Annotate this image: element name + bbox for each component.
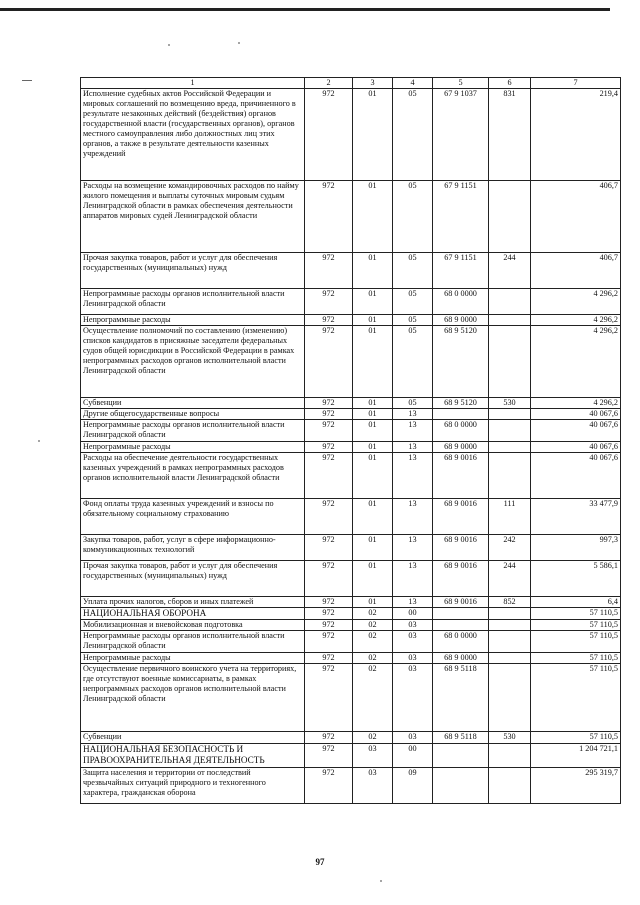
cell-section: 01: [353, 315, 393, 326]
scan-speck: [238, 42, 240, 44]
cell-subsection: 13: [393, 409, 433, 420]
cell-expense-type: 852: [489, 597, 531, 608]
cell-amount: 6,4: [531, 597, 621, 608]
cell-item-name: Закупка товаров, работ, услуг в сфере информационно-коммуникационных технологий: [81, 535, 305, 561]
cell-amount: 40 067,6: [531, 453, 621, 499]
cell-ministry-code: 972: [305, 631, 353, 653]
table-row: [81, 561, 621, 597]
cell-subsection: 05: [393, 89, 433, 181]
column-header-5: 5: [433, 78, 489, 89]
cell-expense-type: [489, 289, 531, 315]
cell-amount: 4 296,2: [531, 315, 621, 326]
cell-expense-type: 244: [489, 561, 531, 597]
cell-amount: 219,4: [531, 89, 621, 181]
cell-expense-type: 111: [489, 499, 531, 535]
table-row: [81, 499, 621, 535]
cell-expense-type: [489, 420, 531, 442]
cell-item-name: Фонд оплаты труда казенных учреждений и взносы по обязательному социальному страхованию: [81, 499, 305, 535]
table-row: [81, 253, 621, 289]
cell-ministry-code: 972: [305, 409, 353, 420]
table-row: [81, 453, 621, 499]
table-row: [81, 181, 621, 253]
cell-section: 01: [353, 420, 393, 442]
cell-amount: 57 110,5: [531, 732, 621, 744]
cell-item-name: Непрограммные расходы органов исполнительной власти Ленинградской области: [81, 289, 305, 315]
table-row: [81, 631, 621, 653]
table-row: [81, 744, 621, 768]
cell-section: 03: [353, 744, 393, 768]
cell-expense-type: 530: [489, 732, 531, 744]
cell-section: 01: [353, 326, 393, 398]
cell-target-article: 68 9 0000: [433, 315, 489, 326]
cell-target-article: 68 0 0000: [433, 631, 489, 653]
cell-expense-type: [489, 326, 531, 398]
cell-amount: 57 110,5: [531, 608, 621, 620]
cell-target-article: 67 9 1151: [433, 253, 489, 289]
cell-target-article: 67 9 1037: [433, 89, 489, 181]
cell-ministry-code: 972: [305, 768, 353, 804]
table-row: [81, 442, 621, 453]
cell-subsection: 00: [393, 608, 433, 620]
cell-section: 01: [353, 499, 393, 535]
cell-section: 01: [353, 409, 393, 420]
cell-ministry-code: 972: [305, 442, 353, 453]
cell-section: 02: [353, 653, 393, 664]
cell-item-name: Непрограммные расходы органов исполнительной власти Ленинградской области: [81, 420, 305, 442]
cell-ministry-code: 972: [305, 653, 353, 664]
cell-target-article: 68 0 0000: [433, 420, 489, 442]
cell-ministry-code: 972: [305, 561, 353, 597]
cell-target-article: 68 9 0016: [433, 561, 489, 597]
cell-subsection: 13: [393, 597, 433, 608]
cell-subsection: 05: [393, 398, 433, 409]
cell-amount: 57 110,5: [531, 620, 621, 631]
cell-subsection: 05: [393, 326, 433, 398]
cell-target-article: [433, 409, 489, 420]
cell-item-name: Исполнение судебных актов Российской Федерации и мировых соглашений по возмещению вреда, причиненного в результате незаконных действий (бездействия) органов государственной власти (государственных органов), органов местного самоуправления либо должностных лиц этих органов, а также в результате деятельности казенных учреждений: [81, 89, 305, 181]
column-header-6: 6: [489, 78, 531, 89]
cell-subsection: 13: [393, 453, 433, 499]
cell-expense-type: [489, 744, 531, 768]
cell-amount: 40 067,6: [531, 420, 621, 442]
cell-ministry-code: 972: [305, 608, 353, 620]
cell-ministry-code: 972: [305, 420, 353, 442]
cell-ministry-code: 972: [305, 597, 353, 608]
cell-ministry-code: 972: [305, 453, 353, 499]
cell-item-name: Расходы на возмещение командировочных расходов по найму жилого помещения и выплаты суточных мировым судьям Ленинградской области в рамках обеспечения деятельности аппаратов мировых судей Ленинградской области: [81, 181, 305, 253]
cell-subsection: 09: [393, 768, 433, 804]
cell-ministry-code: 972: [305, 289, 353, 315]
cell-section: 02: [353, 631, 393, 653]
cell-subsection: 05: [393, 253, 433, 289]
cell-expense-type: [489, 768, 531, 804]
cell-expense-type: [489, 453, 531, 499]
cell-section: 01: [353, 535, 393, 561]
table-row: [81, 326, 621, 398]
cell-target-article: 68 9 0016: [433, 499, 489, 535]
cell-subsection: 03: [393, 653, 433, 664]
cell-amount: 5 586,1: [531, 561, 621, 597]
scan-speck: [380, 880, 382, 882]
cell-expense-type: 244: [489, 253, 531, 289]
cell-subsection: 03: [393, 620, 433, 631]
cell-section: 01: [353, 289, 393, 315]
table-row: [81, 620, 621, 631]
cell-amount: 295 319,7: [531, 768, 621, 804]
cell-expense-type: 831: [489, 89, 531, 181]
cell-target-article: 68 0 0000: [433, 289, 489, 315]
cell-subsection: 13: [393, 535, 433, 561]
cell-target-article: 68 9 0016: [433, 535, 489, 561]
cell-item-name: НАЦИОНАЛЬНАЯ БЕЗОПАСНОСТЬ И ПРАВООХРАНИТЕЛЬНАЯ ДЕЯТЕЛЬНОСТЬ: [81, 744, 305, 768]
cell-amount: 4 296,2: [531, 289, 621, 315]
cell-section: 02: [353, 664, 393, 732]
cell-amount: 4 296,2: [531, 326, 621, 398]
page-number: 97: [315, 857, 325, 867]
cell-subsection: 03: [393, 732, 433, 744]
cell-ministry-code: 972: [305, 326, 353, 398]
cell-expense-type: [489, 181, 531, 253]
cell-section: 01: [353, 89, 393, 181]
cell-subsection: 13: [393, 561, 433, 597]
cell-expense-type: [489, 409, 531, 420]
cell-subsection: 05: [393, 315, 433, 326]
cell-section: 01: [353, 181, 393, 253]
cell-item-name: Осуществление полномочий по составлению (изменению) списков кандидатов в присяжные заседатели федеральных судов общей юрисдикции в Российской Федерации в рамках непрограммных расходов органов исполнительной власти Ленинградской области: [81, 326, 305, 398]
table-row: [81, 535, 621, 561]
cell-section: 02: [353, 620, 393, 631]
cell-amount: 57 110,5: [531, 664, 621, 732]
cell-expense-type: [489, 608, 531, 620]
cell-target-article: [433, 768, 489, 804]
cell-amount: 406,7: [531, 181, 621, 253]
cell-item-name: Расходы на обеспечение деятельности государственных казенных учреждений в рамках непрограммных расходов органов исполнительной власти Ленинградской области: [81, 453, 305, 499]
cell-item-name: Осуществление первичного воинского учета на территориях, где отсутствуют военные комиссариаты, в рамках непрограммных расходов органов исполнительной власти Ленинградской области: [81, 664, 305, 732]
cell-ministry-code: 972: [305, 535, 353, 561]
cell-subsection: 00: [393, 744, 433, 768]
cell-item-name: Прочая закупка товаров, работ и услуг для обеспечения государственных (муниципальных) нужд: [81, 561, 305, 597]
cell-section: 02: [353, 732, 393, 744]
cell-target-article: 68 9 5120: [433, 326, 489, 398]
cell-ministry-code: 972: [305, 732, 353, 744]
table-row: [81, 398, 621, 409]
column-header-1: 1: [81, 78, 305, 89]
top-scan-rule: [0, 8, 610, 11]
cell-section: 01: [353, 398, 393, 409]
cell-ministry-code: 972: [305, 499, 353, 535]
cell-amount: 4 296,2: [531, 398, 621, 409]
table-row: [81, 420, 621, 442]
cell-section: 03: [353, 768, 393, 804]
cell-expense-type: [489, 653, 531, 664]
cell-target-article: 68 9 0016: [433, 597, 489, 608]
cell-subsection: 05: [393, 289, 433, 315]
cell-item-name: Субвенции: [81, 398, 305, 409]
cell-section: 01: [353, 253, 393, 289]
table-row: [81, 597, 621, 608]
cell-ministry-code: 972: [305, 398, 353, 409]
cell-subsection: 03: [393, 664, 433, 732]
cell-subsection: 13: [393, 499, 433, 535]
cell-target-article: 68 9 0000: [433, 653, 489, 664]
cell-section: 01: [353, 561, 393, 597]
table-body: [81, 89, 621, 804]
cell-expense-type: [489, 664, 531, 732]
table-row: [81, 289, 621, 315]
cell-section: 01: [353, 453, 393, 499]
cell-item-name: Непрограммные расходы: [81, 442, 305, 453]
table-row: [81, 653, 621, 664]
table-row: [81, 89, 621, 181]
cell-target-article: 67 9 1151: [433, 181, 489, 253]
cell-item-name: Другие общегосударственные вопросы: [81, 409, 305, 420]
cell-expense-type: 530: [489, 398, 531, 409]
scan-speck: [38, 440, 40, 442]
cell-amount: 40 067,6: [531, 409, 621, 420]
cell-ministry-code: 972: [305, 620, 353, 631]
cell-target-article: 68 9 0016: [433, 453, 489, 499]
cell-item-name: Непрограммные расходы: [81, 653, 305, 664]
table-row: [81, 664, 621, 732]
cell-item-name: Уплата прочих налогов, сборов и иных платежей: [81, 597, 305, 608]
cell-subsection: 13: [393, 420, 433, 442]
table-row: [81, 768, 621, 804]
cell-target-article: 68 9 5118: [433, 732, 489, 744]
cell-amount: 40 067,6: [531, 442, 621, 453]
cell-item-name: Мобилизационная и вневойсковая подготовка: [81, 620, 305, 631]
cell-expense-type: [489, 631, 531, 653]
cell-ministry-code: 972: [305, 744, 353, 768]
table-row: [81, 608, 621, 620]
column-header-3: 3: [353, 78, 393, 89]
cell-subsection: 05: [393, 181, 433, 253]
cell-section: 02: [353, 608, 393, 620]
table-row: [81, 315, 621, 326]
cell-section: 01: [353, 442, 393, 453]
budget-table: [80, 77, 621, 804]
cell-target-article: 68 9 5120: [433, 398, 489, 409]
column-header-7: 7: [531, 78, 621, 89]
cell-expense-type: [489, 442, 531, 453]
cell-target-article: [433, 620, 489, 631]
cell-item-name: Непрограммные расходы: [81, 315, 305, 326]
cell-target-article: 68 9 5118: [433, 664, 489, 732]
cell-expense-type: [489, 620, 531, 631]
cell-expense-type: 242: [489, 535, 531, 561]
cell-ministry-code: 972: [305, 253, 353, 289]
cell-amount: 33 477,9: [531, 499, 621, 535]
cell-ministry-code: 972: [305, 664, 353, 732]
table-row: [81, 732, 621, 744]
margin-mark: [22, 80, 32, 81]
cell-target-article: [433, 608, 489, 620]
cell-amount: 57 110,5: [531, 631, 621, 653]
cell-ministry-code: 972: [305, 315, 353, 326]
cell-amount: 1 204 721,1: [531, 744, 621, 768]
cell-expense-type: [489, 315, 531, 326]
cell-target-article: [433, 744, 489, 768]
cell-subsection: 03: [393, 631, 433, 653]
cell-item-name: Непрограммные расходы органов исполнительной власти Ленинградской области: [81, 631, 305, 653]
cell-item-name: Прочая закупка товаров, работ и услуг для обеспечения государственных (муниципальных) нужд: [81, 253, 305, 289]
cell-amount: 57 110,5: [531, 653, 621, 664]
cell-ministry-code: 972: [305, 181, 353, 253]
cell-ministry-code: 972: [305, 89, 353, 181]
cell-section: 01: [353, 597, 393, 608]
column-header-4: 4: [393, 78, 433, 89]
column-header-2: 2: [305, 78, 353, 89]
cell-amount: 406,7: [531, 253, 621, 289]
cell-item-name: Защита населения и территории от последствий чрезвычайных ситуаций природного и техногенного характера, гражданская оборона: [81, 768, 305, 804]
cell-subsection: 13: [393, 442, 433, 453]
cell-target-article: 68 9 0000: [433, 442, 489, 453]
cell-item-name: Субвенции: [81, 732, 305, 744]
scan-speck: [168, 44, 170, 46]
cell-amount: 997,3: [531, 535, 621, 561]
table-header-row: [81, 78, 621, 89]
table-row: [81, 409, 621, 420]
cell-item-name: НАЦИОНАЛЬНАЯ ОБОРОНА: [81, 608, 305, 620]
